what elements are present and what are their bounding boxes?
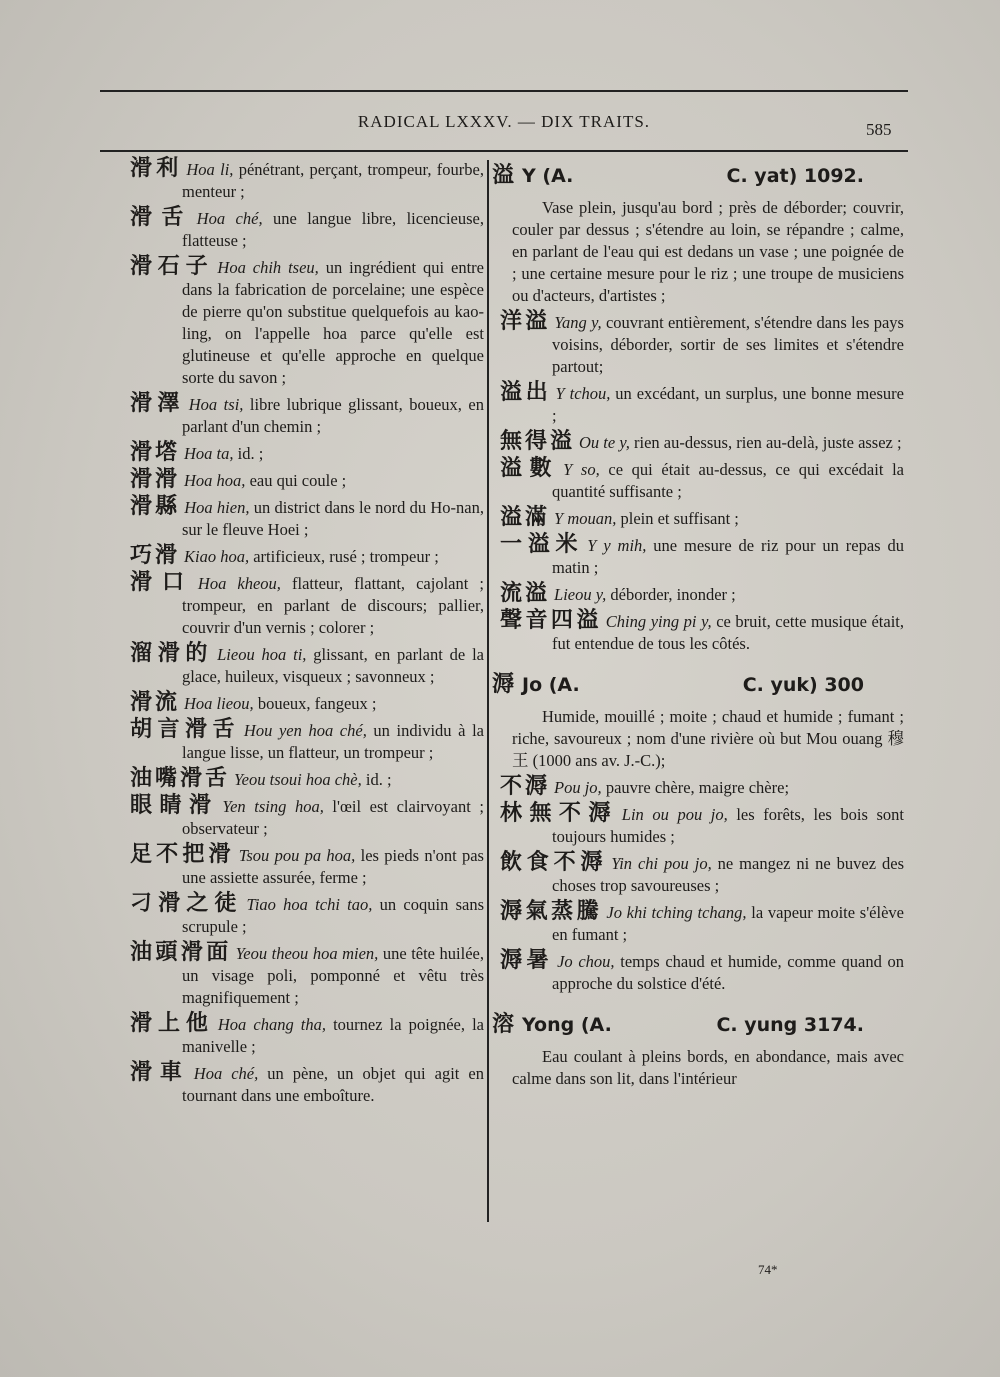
definition: pénétrant, perçant, trompeur, fourbe, menteur ; (182, 160, 484, 201)
chinese-term: 滑口 (130, 570, 194, 595)
dictionary-entry (122, 719, 484, 764)
head-pronunciation: Y (A. (522, 165, 574, 187)
definition: une mesure de riz pour un repas du matin ; (552, 536, 904, 577)
definition: déborder, inonder ; (606, 585, 736, 604)
dictionary-entry (122, 469, 484, 492)
definition: artificieux, rusé ; trompeur ; (249, 547, 439, 566)
dictionary-entry (492, 431, 904, 454)
signature-mark: 74* (758, 1262, 778, 1277)
dictionary-entry (492, 458, 904, 503)
definition: plein et suffisant ; (616, 509, 739, 528)
chinese-term: 滑滑 (130, 467, 181, 492)
chinese-term: 溜滑的 (130, 641, 214, 666)
dictionary-entry (122, 795, 484, 840)
definition: boueux, fangeux ; (253, 694, 377, 713)
chinese-term: 油頭滑面 (130, 940, 232, 965)
romanization: Hoa kheou, (197, 574, 281, 593)
header-rule (100, 150, 908, 152)
definition: libre lubrique glissant, boueux, en parlant d'un chemin ; (182, 395, 484, 436)
romanization: Hoa ché, (193, 1064, 259, 1083)
head-cantonese-ref: C. yung 3174. (716, 1014, 864, 1036)
romanization: Yeou tsoui hoa chè, (234, 770, 362, 789)
chinese-term: 滑車 (130, 1060, 190, 1085)
dictionary-entry (122, 1062, 484, 1107)
romanization: Hoa chih tseu, (217, 258, 319, 277)
dictionary-entry (492, 776, 904, 799)
chinese-term: 溢數 (500, 456, 560, 481)
romanization: Y y mih, (587, 536, 647, 555)
section-heading (492, 667, 904, 698)
romanization: Y mouan, (554, 509, 617, 528)
chinese-term: 溢出 (500, 380, 552, 405)
dictionary-entry (492, 583, 904, 606)
romanization: Hoa li, (186, 160, 234, 179)
romanization: Yin chi pou jo, (611, 854, 712, 873)
definition: glissant, en parlant de la glace, huileux, visqueux ; savonneux ; (182, 645, 484, 686)
head-character: 溽 (492, 672, 515, 697)
romanization: Hoa ta, (184, 444, 234, 463)
romanization: Hoa hoa, (184, 471, 246, 490)
definition: eau qui coule ; (245, 471, 347, 490)
dictionary-entry (492, 950, 904, 995)
character-section (492, 158, 904, 655)
dictionary-entry (492, 382, 904, 427)
dictionary-entry (122, 844, 484, 889)
definition: ce qui était au-dessus, ce qui excédait la quantité suffisante ; (552, 460, 904, 501)
chinese-term: 溽氣蒸騰 (500, 899, 603, 924)
romanization: Lin ou pou jo, (621, 805, 728, 824)
dictionary-entry (122, 643, 484, 688)
dictionary-entry (492, 534, 904, 579)
romanization: Kiao hoa, (184, 547, 250, 566)
definition: rien au-dessus, rien au-delà, juste assez ; (629, 433, 902, 452)
dictionary-entry (122, 768, 484, 791)
romanization: Hoa chang tha, (217, 1015, 327, 1034)
chinese-term: 足不把滑 (130, 842, 235, 867)
dictionary-entry (492, 803, 904, 848)
head-cantonese-ref: C. yat) 1092. (726, 165, 864, 187)
chinese-term: 滑利 (130, 156, 183, 181)
definition: couvrant entièrement, s'étendre dans les pays voisins, déborder, sortir de ses limites et s'étendre partout; (552, 313, 904, 376)
romanization: Hoa lieou, (184, 694, 254, 713)
definition: un individu à la langue lisse, un flatteur, un trompeur ; (182, 721, 484, 762)
romanization: Jo chou, (557, 952, 615, 971)
romanization: Yeou theou hoa mien, (235, 944, 379, 963)
dictionary-entry (122, 207, 484, 252)
romanization: Lieou y, (554, 585, 607, 604)
chinese-term: 胡言滑舌 (130, 717, 240, 742)
definition: l'œil est clairvoyant ; observateur ; (182, 797, 484, 838)
chinese-term: 滑舌 (130, 205, 193, 230)
definition: une tête huilée, un visage poli, pomponné et vêtu très magnifiquement ; (182, 944, 484, 1007)
definition: un coquin sans scrupule ; (182, 895, 484, 936)
definition: la vapeur moite s'élève en fumant ; (552, 903, 904, 944)
dictionary-entry (122, 545, 484, 568)
page-number: 585 (866, 120, 892, 139)
chinese-term: 滑上他 (130, 1011, 214, 1036)
romanization: Tsou pou pa hoa, (238, 846, 356, 865)
definition: pauvre chère, maigre chère; (601, 778, 790, 797)
head-character: 溶 (492, 1012, 515, 1037)
definition: les pieds n'ont pas une assiette assurée, ferme ; (182, 846, 484, 887)
romanization: Hoa hien, (184, 498, 250, 517)
definition: un pène, un objet qui agit en tournant dans une emboîture. (182, 1064, 484, 1105)
definition: un district dans le nord du Ho-nan, sur le fleuve Hoei ; (182, 498, 484, 539)
chinese-term: 滑澤 (130, 391, 185, 416)
romanization: Ou te y, (579, 433, 630, 452)
chinese-term: 林無不溽 (500, 801, 618, 826)
romanization: Yen tsing hoa, (222, 797, 324, 816)
head-cantonese-ref: C. yuk) 300 (742, 674, 864, 696)
chinese-term: 溢滿 (500, 505, 551, 530)
section-definition: Humide, mouillé ; moite ; chaud et humide ; fumant ; riche, savoureux ; nom d'une rivière où but Mou ouang 穆王 (1000 ans av. J.-C.); (512, 707, 904, 770)
dictionary-entry (122, 442, 484, 465)
romanization: Yang y, (554, 313, 602, 332)
romanization: Y tchou, (555, 384, 611, 403)
romanization: Hoa tsi, (188, 395, 244, 414)
dictionary-entry (492, 852, 904, 897)
romanization: Y so, (563, 460, 600, 479)
romanization: Jo khi tching tchang, (606, 903, 747, 922)
definition: id. ; (361, 770, 392, 789)
romanization: Ching ying pi y, (605, 612, 712, 631)
dictionary-entry (122, 393, 484, 438)
chinese-term: 洋溢 (500, 309, 551, 334)
running-header: RADICAL LXXXV. — DIX TRAITS. (357, 112, 651, 131)
romanization: Tiao hoa tchi tao, (246, 895, 373, 914)
head-pronunciation: Yong (A. (522, 1014, 612, 1036)
dictionary-entry (122, 942, 484, 1009)
dictionary-entry (492, 507, 904, 530)
definition: flatteur, flattant, cajolant ; trompeur, en parlant de discours; pallier, couvrir d'un vernis ; colorer ; (182, 574, 484, 637)
chinese-term: 滑縣 (130, 494, 181, 519)
dictionary-entry (122, 256, 484, 389)
column-divider (487, 160, 489, 1222)
character-section (492, 1007, 904, 1090)
dictionary-entry (122, 692, 484, 715)
chinese-term: 油嘴滑舌 (130, 766, 231, 791)
chinese-term: 無得溢 (500, 429, 576, 454)
dictionary-entry (492, 311, 904, 378)
chinese-term: 滑石子 (130, 254, 214, 279)
character-section (492, 667, 904, 995)
chinese-term: 巧滑 (130, 543, 181, 568)
chinese-term: 聲音四溢 (500, 608, 602, 633)
chinese-term: 不溽 (500, 774, 551, 799)
dictionary-entry (122, 893, 484, 938)
right-column (492, 158, 904, 1094)
head-character: 溢 (492, 163, 515, 188)
section-definition: Eau coulant à pleins bords, en abondance, mais avec calme dans son lit, dans l'intérieur (512, 1047, 904, 1088)
section-heading (492, 1007, 904, 1038)
chinese-term: 眼睛滑 (130, 793, 219, 818)
romanization: Hoa ché, (196, 209, 263, 228)
chinese-term: 滑㙮 (130, 440, 181, 465)
definition: les forêts, les bois sont toujours humides ; (552, 805, 904, 846)
dictionary-entry (492, 901, 904, 946)
dictionary-entry (122, 1013, 484, 1058)
dictionary-entry (122, 572, 484, 639)
chinese-term: 溽暑 (500, 948, 554, 973)
romanization: Hou yen hoa ché, (243, 721, 367, 740)
left-column (122, 158, 484, 1111)
section-heading (492, 158, 904, 189)
definition: un ingrédient qui entre dans la fabrication de porcelaine; une espèce de pierre qu'on substitue quelquefois au kao-ling, on l'appelle hoa parce qu'elle est glutineuse et qu'elle approche en quelque sorte du savon ; (182, 258, 484, 387)
definition: ne mangez ni ne buvez des choses trop savoureuses ; (552, 854, 904, 895)
section-definition: Vase plein, jusqu'au bord ; près de déborder; couvrir, couler par dessus ; s'étendre au loin, se répandre ; calme, en parlant de l'eau qui est dedans un vase ; une poignée de ; une certaine mesure pour le riz ; une troupe de musiciens ou d'acteurs, d'artistes ; (512, 198, 904, 305)
head-pronunciation: Jo (A. (522, 674, 580, 696)
definition: une langue libre, licencieuse, flatteuse ; (182, 209, 484, 250)
chinese-term: 一溢米 (500, 532, 584, 557)
definition: un excédant, un surplus, une bonne mesure ; (552, 384, 904, 425)
chinese-term: 滑流 (130, 690, 181, 715)
definition: temps chaud et humide, comme quand on approche du solstice d'été. (552, 952, 904, 993)
dictionary-entry (122, 158, 484, 203)
chinese-term: 流溢 (500, 581, 551, 606)
romanization: Lieou hoa ti, (217, 645, 307, 664)
dictionary-entry (492, 610, 904, 655)
definition: tournez la poignée, la manivelle ; (182, 1015, 484, 1056)
chinese-term: 飲食不溽 (500, 850, 608, 875)
top-rule (100, 90, 908, 92)
chinese-term: 刁滑之徒 (130, 891, 243, 916)
romanization: Pou jo, (554, 778, 602, 797)
dictionary-entry (122, 496, 484, 541)
definition: ce bruit, cette musique était, fut entendue de tous les côtés. (552, 612, 905, 653)
definition: id. ; (233, 444, 264, 463)
